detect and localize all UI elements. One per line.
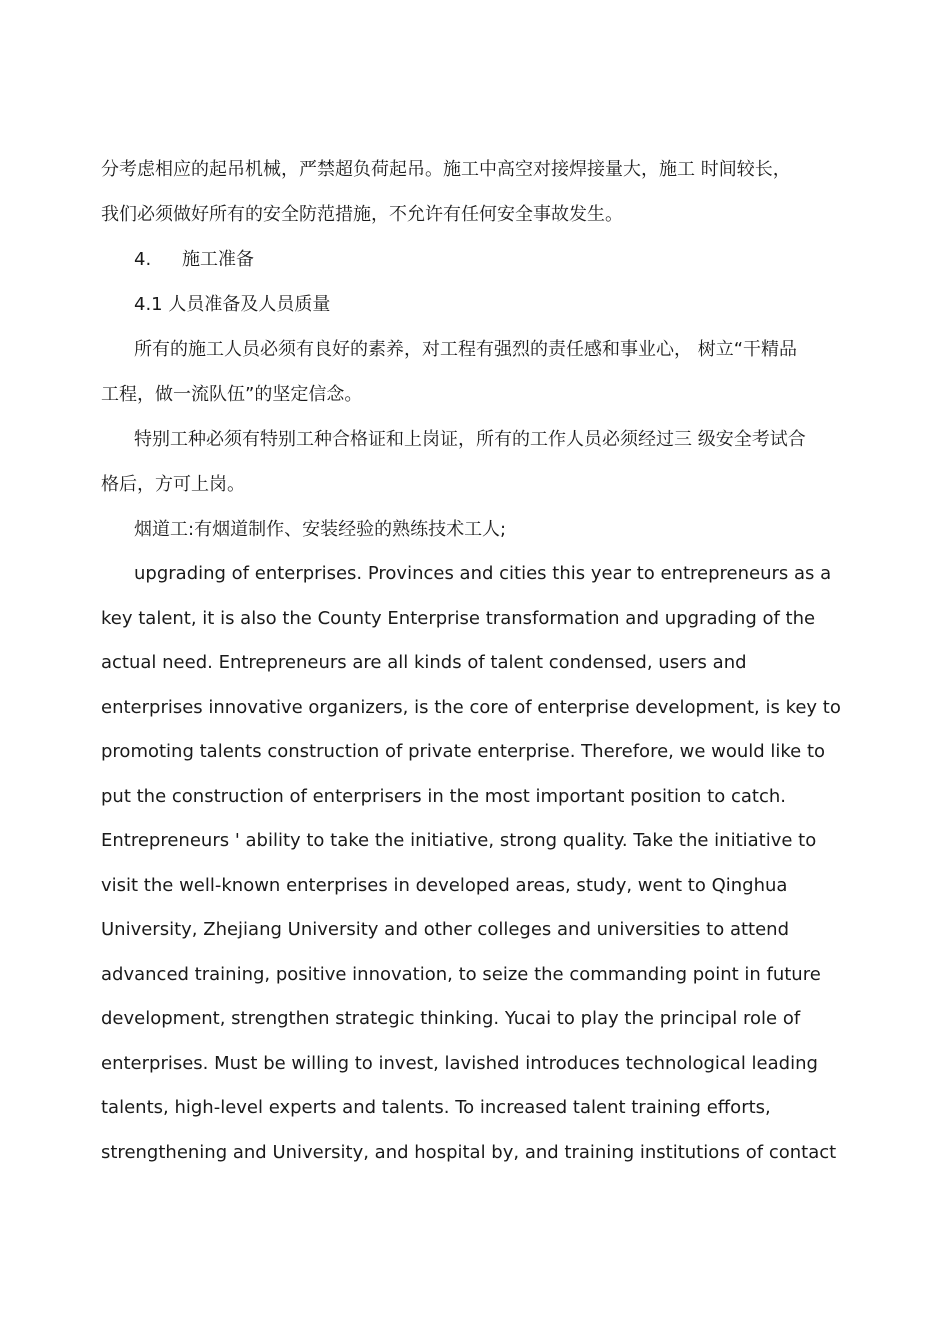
text-line: advanced training, positive innovation, to seize the commanding point in future	[101, 964, 821, 985]
text-line: development, strengthen strategic thinking. Yucai to play the principal role of	[101, 1008, 801, 1029]
text-line: 我们必须做好所有的安全防范措施，不允许有任何安全事故发生。	[101, 204, 623, 225]
section-title: 施工准备	[182, 249, 254, 270]
text-line: promoting talents construction of private enterprise. Therefore, we would like to	[101, 741, 826, 762]
subsection-heading: 4.1 人员准备及人员质量	[134, 294, 331, 315]
text-line: key talent, it is also the County Enterprise transformation and upgrading of the	[101, 608, 816, 629]
text-line: enterprises. Must be willing to invest, lavished introduces technological leading	[101, 1053, 818, 1074]
text-line: enterprises innovative organizers, is the core of enterprise development, is key to	[101, 697, 841, 718]
text-line: Entrepreneurs ' ability to take the initiative, strong quality. Take the initiative to	[101, 830, 817, 851]
text-line: 特别工种必须有特别工种合格证和上岗证，所有的工作人员必须经过三 级安全考试合	[134, 429, 806, 450]
text-line: 分考虑相应的起吊机械，严禁超负荷起吊。施工中高空对接焊接量大，施工 时间较长，	[101, 159, 791, 180]
text-line: visit the well-known enterprises in developed areas, study, went to Qinghua	[101, 875, 788, 896]
text-line: strengthening and University, and hospital by, and training institutions of contact	[101, 1142, 837, 1163]
text-line: talents, high-level experts and talents. To increased talent training efforts,	[101, 1097, 771, 1118]
text-line: University, Zhejiang University and other colleges and universities to attend	[101, 919, 789, 940]
text-line: 格后，方可上岗。	[101, 474, 245, 495]
text-line: put the construction of enterprisers in the most important position to catch.	[101, 786, 786, 807]
section-heading	[134, 248, 254, 272]
text-line: 所有的施工人员必须有良好的素养，对工程有强烈的责任感和事业心， 树立“干精品	[134, 339, 798, 360]
text-line: 烟道工:有烟道制作、安装经验的熟练技术工人;	[134, 519, 507, 540]
text-line: actual need. Entrepreneurs are all kinds of talent condensed, users and	[101, 652, 747, 673]
text-line: 工程，做一流队伍”的坚定信念。	[101, 384, 363, 405]
text-line: upgrading of enterprises. Provinces and cities this year to entrepreneurs as a	[134, 563, 832, 584]
section-number: 4.	[134, 249, 152, 270]
